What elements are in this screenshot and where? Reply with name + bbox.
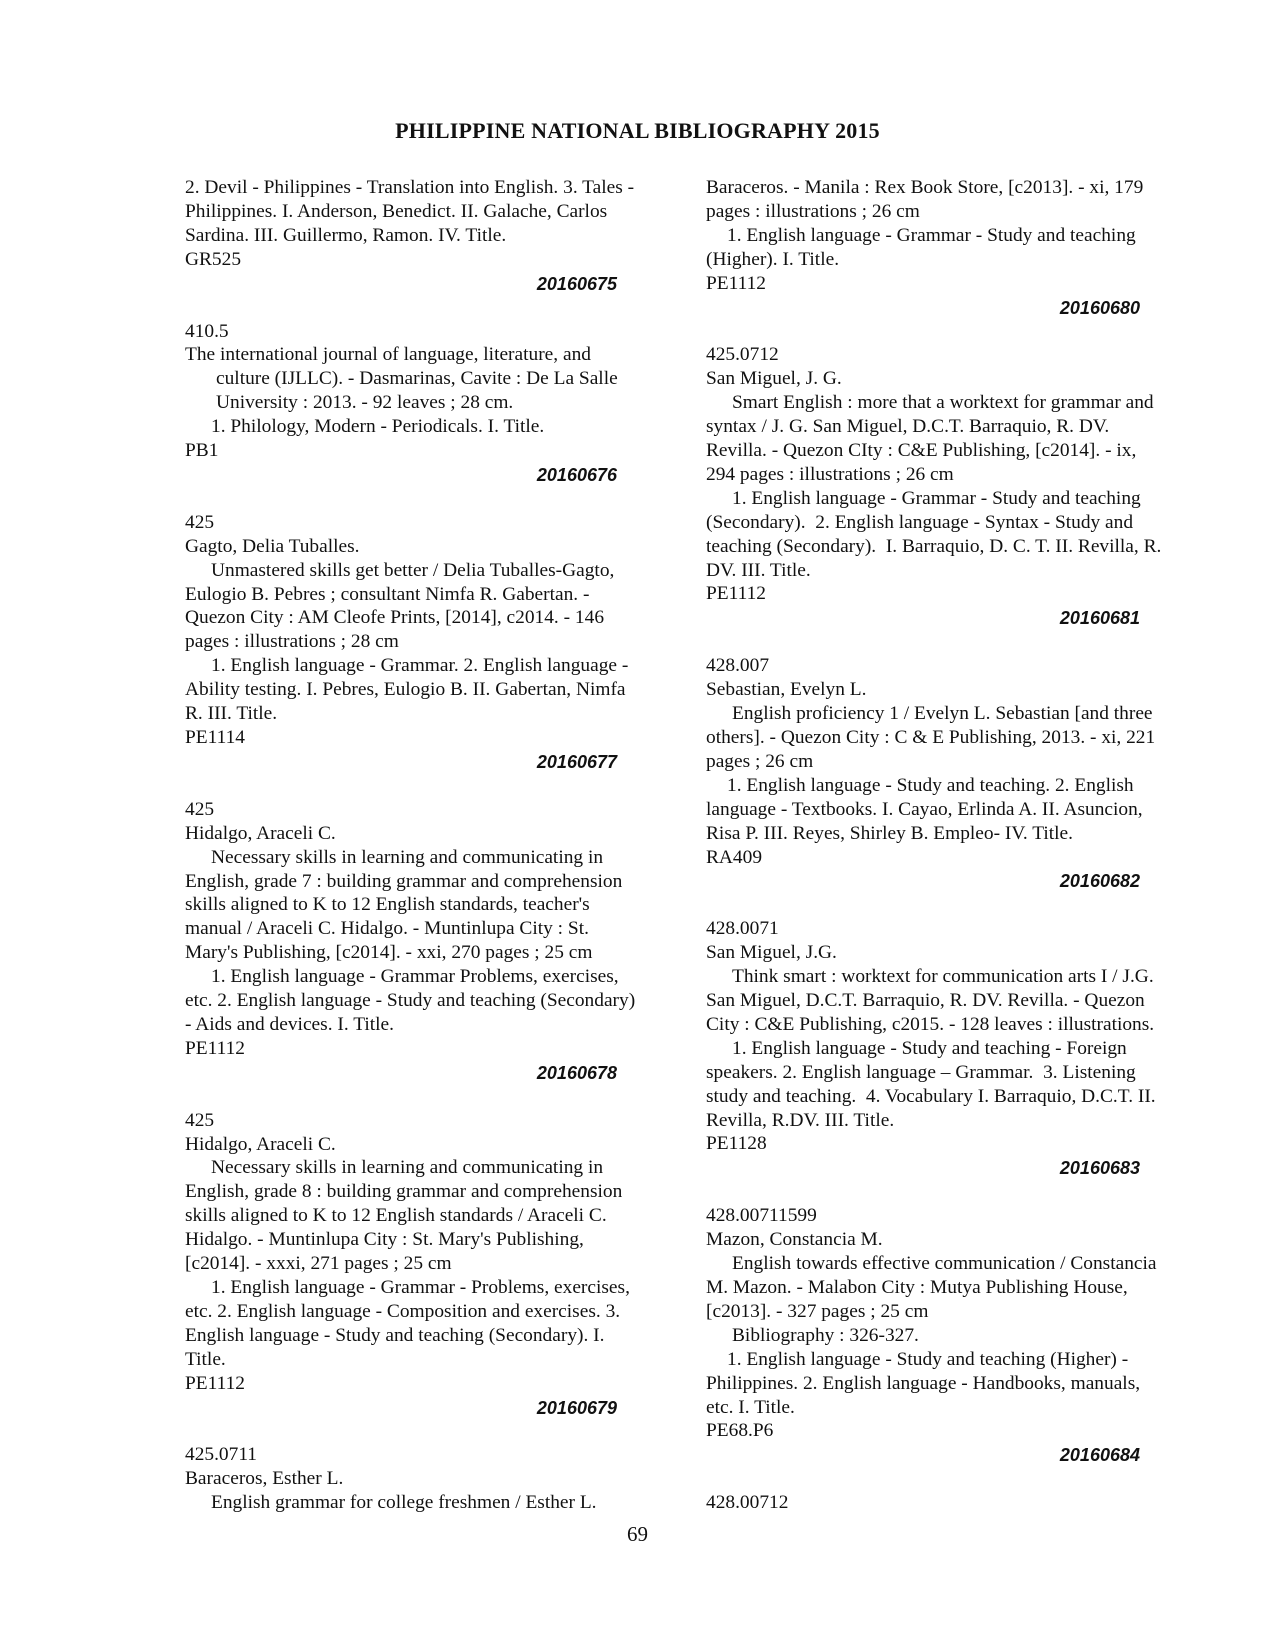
author-heading: Mazon, Constancia M. bbox=[706, 1229, 883, 1251]
entry-text-line: Hidalgo. - Muntinlupa City : St. Mary's Publishing, bbox=[185, 1229, 584, 1251]
entry-text-line: City : C&E Publishing, c2015. - 128 leaves : illustrations. bbox=[706, 1013, 1155, 1035]
subject-line: 1. Philology, Modern - Periodicals. I. Title. bbox=[211, 416, 545, 438]
entry-text-line: M. Mazon. - Malabon City : Mutya Publishing House, bbox=[706, 1277, 1128, 1298]
classification-number: 425.0712 bbox=[706, 344, 779, 366]
subject-line: 1. English language - Study and teaching. 2. English bbox=[727, 774, 1134, 796]
entry-text-line: Sardina. III. Guillermo, Ramon. IV. Title. bbox=[185, 224, 507, 246]
subject-line: R. III. Title. bbox=[185, 703, 278, 725]
entry-text-line: Eulogio B. Pebres ; consultant Nimfa R. Gabertan. - bbox=[185, 583, 590, 605]
entry-text-line: pages : illustrations ; 26 cm bbox=[706, 200, 920, 222]
accession-number: 20160679 bbox=[536, 1397, 617, 1418]
subject-line: etc. 2. English language - Study and teaching (Secondary) bbox=[185, 990, 636, 1012]
entry-text-line: Baraceros. - Manila : Rex Book Store, [c2013]. - xi, 179 bbox=[706, 177, 1144, 198]
entry-text-line: English, grade 8 : building grammar and comprehension bbox=[185, 1181, 623, 1203]
note-line: Bibliography : 326-327. bbox=[732, 1324, 919, 1346]
subject-line: Title. bbox=[185, 1348, 226, 1370]
author-heading: Gagto, Delia Tuballes. bbox=[185, 535, 360, 557]
right-column bbox=[706, 176, 1198, 1515]
classification-number: 425.0711 bbox=[185, 1444, 257, 1466]
subject-line: 1. English language - Study and teaching (Higher) - bbox=[727, 1348, 1129, 1370]
entry-text-line: manual / Araceli C. Hidalgo. - Muntinlupa City : St. bbox=[185, 918, 589, 940]
author-heading: Hidalgo, Araceli C. bbox=[185, 822, 336, 844]
call-number: PE1112 bbox=[185, 1372, 245, 1394]
subject-line: Risa P. III. Reyes, Shirley B. Empleo- IV. Title. bbox=[706, 822, 1073, 844]
entry-text-line: Think smart : worktext for communication arts I / J.G. bbox=[732, 966, 1154, 988]
accession-number: 20160678 bbox=[536, 1062, 617, 1083]
call-number: PE1112 bbox=[706, 272, 766, 294]
call-number: PE1114 bbox=[185, 727, 245, 748]
accession-number: 20160682 bbox=[1059, 871, 1140, 892]
subject-line: etc. I. Title. bbox=[706, 1396, 795, 1418]
entry-text-line: others]. - Quezon City : C & E Publishing, 2013. - xi, 221 bbox=[706, 727, 1156, 748]
call-number: PE1128 bbox=[706, 1133, 767, 1155]
author-heading: San Miguel, J. G. bbox=[706, 368, 842, 390]
entry-text-line: skills aligned to K to 12 English standards, teacher's bbox=[185, 894, 590, 916]
classification-number: 428.0071 bbox=[706, 918, 779, 940]
classification-number: 410.5 bbox=[185, 320, 229, 342]
subject-line: 1. English language - Grammar - Problems, exercises, bbox=[211, 1277, 630, 1298]
subject-line: (Higher). I. Title. bbox=[706, 248, 840, 270]
subject-line: 1. English language - Study and teaching - Foreign bbox=[732, 1037, 1127, 1059]
classification-number: 425 bbox=[185, 1109, 215, 1131]
entry-text-line: 2. Devil - Philippines - Translation into English. 3. Tales - bbox=[185, 177, 635, 198]
subject-line: Philippines. 2. English language - Handbooks, manuals, bbox=[706, 1372, 1141, 1394]
entry-text-line: culture (IJLLC). - Dasmarinas, Cavite : De La Salle bbox=[216, 368, 618, 390]
author-heading: Sebastian, Evelyn L. bbox=[706, 679, 867, 701]
entry-text-line: pages : illustrations ; 28 cm bbox=[185, 631, 399, 653]
entry-text-line: The international journal of language, literature, and bbox=[185, 344, 591, 366]
subject-line: study and teaching. 4. Vocabulary I. Barraquio, D.C.T. II. bbox=[706, 1085, 1156, 1107]
page-title: PHILIPPINE NATIONAL BIBLIOGRAPHY 2015 bbox=[395, 118, 880, 143]
call-number: PE1112 bbox=[706, 583, 766, 605]
accession-number: 20160677 bbox=[536, 751, 617, 772]
accession-number: 20160683 bbox=[1059, 1158, 1140, 1179]
author-heading: Baraceros, Esther L. bbox=[185, 1468, 344, 1490]
entry-text-line: Unmastered skills get better / Delia Tuballes-Gagto, bbox=[211, 559, 615, 581]
subject-line: 1. English language - Grammar - Study and teaching bbox=[732, 487, 1141, 509]
entry-text-line: Revilla. - Quezon CIty : C&E Publishing, [c2014]. - ix, bbox=[706, 440, 1137, 462]
entry-text-line: Necessary skills in learning and communicating in bbox=[211, 846, 604, 868]
entry-text-line: Quezon City : AM Cleofe Prints, [2014], c2014. - 146 bbox=[185, 607, 605, 629]
entry-text-line: San Miguel, D.C.T. Barraquio, R. DV. Revilla. - Quezon bbox=[706, 990, 1145, 1012]
subject-line: 1. English language - Grammar Problems, exercises, bbox=[211, 966, 619, 988]
classification-number: 428.00711599 bbox=[706, 1205, 817, 1227]
classification-number: 428.00712 bbox=[706, 1492, 789, 1514]
subject-line: teaching (Secondary). I. Barraquio, D. C. T. II. Revilla, R. bbox=[706, 535, 1162, 557]
entry-text-line: Philippines. I. Anderson, Benedict. II. Galache, Carlos bbox=[185, 200, 608, 222]
call-number: GR525 bbox=[185, 248, 242, 270]
call-number: PB1 bbox=[185, 440, 219, 462]
call-number: RA409 bbox=[706, 846, 763, 868]
entry-text-line: Smart English : more that a worktext for grammar and bbox=[732, 392, 1154, 414]
accession-number: 20160676 bbox=[536, 464, 617, 485]
subject-line: etc. 2. English language - Composition and exercises. 3. bbox=[185, 1300, 621, 1322]
page-number: 69 bbox=[627, 1522, 648, 1546]
accession-number: 20160675 bbox=[536, 273, 617, 294]
entry-text-line: pages ; 26 cm bbox=[706, 750, 814, 772]
entry-text-line: English proficiency 1 / Evelyn L. Sebastian [and three bbox=[732, 703, 1153, 725]
entry-text-line: English grammar for college freshmen / Esther L. bbox=[211, 1492, 597, 1514]
entry-text-line: Mary's Publishing, [c2014]. - xxi, 270 pages ; 25 cm bbox=[185, 942, 593, 964]
entry-text-line: syntax / J. G. San Miguel, D.C.T. Barraquio, R. DV. bbox=[706, 416, 1110, 438]
subject-line: language - Textbooks. I. Cayao, Erlinda A. II. Asuncion, bbox=[706, 798, 1143, 820]
entry-text-line: Necessary skills in learning and communicating in bbox=[211, 1157, 604, 1179]
entry-text-line: skills aligned to K to 12 English standards / Araceli C. bbox=[185, 1205, 607, 1227]
call-number: PE68.P6 bbox=[706, 1420, 774, 1442]
subject-line: 1. English language - Grammar. 2. English language - bbox=[211, 655, 629, 677]
classification-number: 425 bbox=[185, 798, 215, 820]
classification-number: 428.007 bbox=[706, 655, 770, 677]
author-heading: San Miguel, J.G. bbox=[706, 942, 837, 964]
author-heading: Hidalgo, Araceli C. bbox=[185, 1133, 336, 1155]
entry-text-line: 294 pages : illustrations ; 26 cm bbox=[706, 463, 954, 485]
accession-number: 20160681 bbox=[1059, 608, 1140, 629]
entry-text-line: [c2014]. - xxxi, 271 pages ; 25 cm bbox=[185, 1253, 452, 1275]
entry-text-line: [c2013]. - 327 pages ; 25 cm bbox=[706, 1300, 929, 1322]
accession-number: 20160680 bbox=[1059, 297, 1140, 318]
left-column bbox=[185, 176, 655, 1515]
subject-line: English language - Study and teaching (Secondary). I. bbox=[185, 1324, 605, 1346]
subject-line: - Aids and devices. I. Title. bbox=[185, 1013, 394, 1035]
subject-line: (Secondary). 2. English language - Syntax - Study and bbox=[706, 511, 1134, 533]
accession-number: 20160684 bbox=[1059, 1445, 1140, 1466]
entry-text-line: English, grade 7 : building grammar and comprehension bbox=[185, 870, 623, 892]
subject-line: 1. English language - Grammar - Study and teaching bbox=[727, 224, 1136, 246]
entry-text-line: University : 2013. - 92 leaves ; 28 cm. bbox=[216, 392, 514, 414]
entry-text-line: English towards effective communication / Constancia bbox=[732, 1253, 1157, 1275]
subject-line: Revilla, R.DV. III. Title. bbox=[706, 1109, 895, 1131]
classification-number: 425 bbox=[185, 511, 215, 533]
call-number: PE1112 bbox=[185, 1037, 245, 1059]
subject-line: DV. III. Title. bbox=[706, 559, 811, 581]
subject-line: speakers. 2. English language – Grammar. 3. Listening bbox=[706, 1061, 1136, 1083]
subject-line: Ability testing. I. Pebres, Eulogio B. II. Gabertan, Nimfa bbox=[185, 679, 626, 701]
